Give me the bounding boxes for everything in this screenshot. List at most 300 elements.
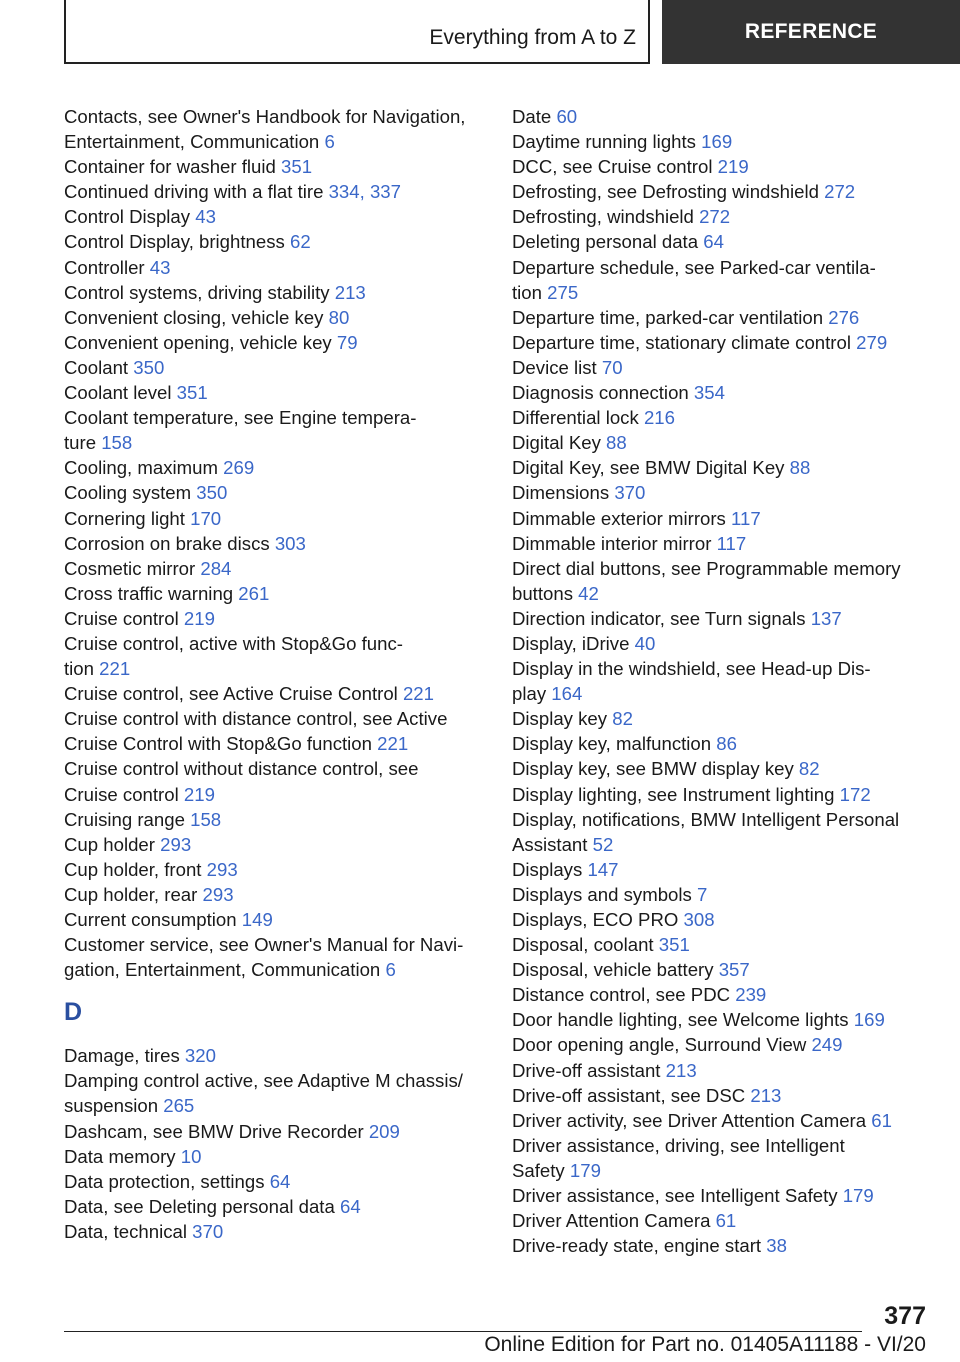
index-entry-term	[64, 932, 494, 957]
index-entry	[64, 857, 494, 882]
entry-text: Driver assistance, see Intelligent Safety	[512, 1185, 838, 1207]
entry-text: Entertainment, Communication	[64, 131, 320, 153]
index-entry	[64, 305, 494, 330]
page-reference-link[interactable]: 137	[810, 607, 842, 629]
page-reference-link[interactable]: 370	[192, 1220, 224, 1242]
index-column-left	[64, 104, 494, 1244]
entry-text: Driver Attention Camera	[512, 1210, 711, 1232]
index-entry-term	[512, 179, 922, 204]
index-entry	[512, 305, 922, 330]
entry-text: Digital Key, see BMW Digital Key	[512, 457, 785, 479]
index-entry-term	[64, 104, 494, 129]
entry-text: Control Display, brightness	[64, 231, 285, 253]
footer-rule	[64, 1331, 862, 1332]
entry-text: Safety	[512, 1159, 565, 1181]
page-reference-link[interactable]: 272	[824, 181, 856, 203]
index-entry-term	[512, 706, 922, 731]
entry-text: Customer service, see Owner's Manual for Navi-	[64, 934, 464, 956]
index-entry-continuation	[64, 957, 494, 982]
index-entry-term	[64, 204, 494, 229]
section-letter-d: D	[64, 998, 83, 1027]
page-reference-link[interactable]: 169	[853, 1009, 885, 1031]
section-tab: REFERENCE	[662, 0, 960, 64]
page-reference-link[interactable]: 7	[696, 883, 708, 905]
entry-text: Control Display	[64, 206, 191, 228]
entry-text: Data protection, settings	[64, 1170, 265, 1192]
entry-text: Driver activity, see Driver Attention Camera	[512, 1109, 867, 1131]
page-reference-link[interactable]: 86	[716, 733, 737, 755]
page-reference-link[interactable]: 209	[368, 1120, 400, 1142]
entry-text: Device list	[512, 356, 597, 378]
page-reference-link[interactable]: 334, 337	[328, 181, 401, 203]
entry-text: suspension	[64, 1095, 159, 1117]
page-reference-link[interactable]: 40	[634, 632, 656, 654]
index-entry	[64, 1144, 494, 1169]
index-entry-term	[64, 1144, 494, 1169]
footer-edition: Online Edition for Part no. 01405A11188 - VI/20	[484, 1333, 926, 1356]
entry-text: Convenient closing, vehicle key	[64, 306, 324, 328]
index-entry	[512, 1108, 922, 1133]
index-entry-term	[64, 480, 494, 505]
page-reference-link[interactable]: 10	[180, 1145, 202, 1167]
page-reference-link[interactable]: 219	[183, 783, 215, 805]
page-reference-link[interactable]: 80	[328, 306, 350, 328]
index-entry	[512, 455, 922, 480]
page-reference-link[interactable]: 158	[190, 808, 222, 830]
entry-text: Controller	[64, 256, 145, 278]
index-entry-term	[512, 731, 922, 756]
index-entry-term	[512, 430, 922, 455]
index-entry	[512, 1032, 922, 1057]
index-entry	[64, 1194, 494, 1219]
index-entry	[64, 706, 494, 756]
page-reference-link[interactable]: 351	[281, 156, 313, 178]
entry-text: Display key, malfunction	[512, 733, 712, 755]
entry-text: Cup holder	[64, 833, 155, 855]
index-entry	[64, 556, 494, 581]
page-reference-link[interactable]: 357	[718, 959, 750, 981]
index-entry	[64, 255, 494, 280]
index-entry-continuation	[512, 1158, 922, 1183]
index-entry-continuation	[64, 782, 494, 807]
index-entry	[512, 782, 922, 807]
index-entry	[64, 531, 494, 556]
page-reference-link[interactable]: 275	[547, 281, 579, 303]
entry-text: Direction indicator, see Turn signals	[512, 607, 806, 629]
entry-text: Cup holder, rear	[64, 883, 198, 905]
index-entry-term	[512, 756, 922, 781]
index-entry-term	[512, 656, 922, 681]
index-entry-term	[64, 1119, 494, 1144]
page-reference-link[interactable]: 239	[735, 984, 767, 1006]
index-entry-term	[64, 807, 494, 832]
entry-text: Driver assistance, driving, see Intelligent	[512, 1134, 845, 1156]
page-reference-link[interactable]: 60	[556, 106, 578, 127]
page-reference-link[interactable]: 213	[334, 281, 366, 303]
page-reference-link[interactable]: 221	[99, 658, 131, 680]
index-entry-term	[512, 1007, 922, 1032]
entry-text: Display, iDrive	[512, 632, 630, 654]
entry-text: Direct dial buttons, see Programmable memory	[512, 557, 901, 579]
index-entry	[512, 982, 922, 1007]
page-reference-link[interactable]: 88	[606, 432, 627, 454]
entry-text: Cornering light	[64, 507, 185, 529]
entry-text: Daytime running lights	[512, 131, 696, 153]
page-reference-link[interactable]: 62	[289, 231, 311, 253]
index-entry	[64, 882, 494, 907]
index-entry	[512, 1208, 922, 1233]
entry-text: Cruise control	[64, 607, 179, 629]
index-entry	[512, 255, 922, 305]
index-entry-term	[64, 681, 494, 706]
index-entry	[512, 154, 922, 179]
index-entry-term	[64, 355, 494, 380]
index-entry-term	[512, 1108, 922, 1133]
index-list-d-left	[64, 1043, 494, 1244]
index-entry	[64, 1169, 494, 1194]
entry-text: Current consumption	[64, 909, 237, 930]
entry-text: Disposal, vehicle battery	[512, 959, 714, 981]
entry-text: Convenient opening, vehicle key	[64, 331, 332, 353]
entry-text: Data, see Deleting personal data	[64, 1195, 335, 1217]
index-entry-term	[64, 857, 494, 882]
page-reference-link[interactable]: 261	[238, 582, 270, 604]
index-entry-term	[512, 355, 922, 380]
index-entry	[64, 807, 494, 832]
entry-text: play	[512, 683, 547, 705]
index-entry	[64, 405, 494, 455]
page-reference-link[interactable]: 351	[176, 382, 208, 404]
index-entry	[512, 430, 922, 455]
page-reference-link[interactable]: 164	[551, 683, 583, 705]
entry-text: Display, notifications, BMW Intelligent Personal	[512, 808, 900, 830]
index-entry-term	[64, 506, 494, 531]
index-entry-continuation	[512, 681, 922, 706]
page-reference-link[interactable]: 276	[828, 306, 860, 328]
index-entry-continuation	[512, 581, 922, 606]
entry-text: Control systems, driving stability	[64, 281, 330, 303]
entry-text: Defrosting, see Defrosting windshield	[512, 181, 819, 203]
index-entry	[64, 832, 494, 857]
entry-text: Coolant temperature, see Engine tempera-	[64, 407, 417, 429]
page-reference-link[interactable]: 42	[578, 582, 599, 604]
entry-text: Cosmetic mirror	[64, 557, 196, 579]
entry-text: Deleting personal data	[512, 231, 699, 253]
index-entry	[512, 330, 922, 355]
page-reference-link[interactable]: 293	[202, 883, 234, 905]
page-reference-link[interactable]: 213	[665, 1059, 697, 1081]
entry-text: Coolant	[64, 356, 129, 378]
page-reference-link[interactable]: 179	[842, 1185, 874, 1207]
index-entry-term	[512, 330, 922, 355]
entry-text: Dimmable interior mirror	[512, 532, 712, 554]
index-column-right	[512, 104, 922, 1258]
page-reference-link[interactable]: 117	[716, 532, 747, 554]
page-reference-link[interactable]: 79	[336, 331, 358, 353]
index-entry-term	[64, 1219, 494, 1244]
entry-text: Drive-off assistant	[512, 1059, 661, 1081]
index-entry-term	[512, 455, 922, 480]
index-list-d-right	[512, 104, 922, 1258]
index-entry-continuation	[64, 430, 494, 455]
index-entry-term	[512, 857, 922, 882]
page-reference-link[interactable]: 6	[385, 959, 396, 981]
page-reference-link[interactable]: 38	[766, 1235, 787, 1257]
page-reference-link[interactable]: 284	[200, 557, 232, 579]
index-entry-term	[512, 506, 922, 531]
index-entry	[64, 280, 494, 305]
entry-text: buttons	[512, 582, 573, 604]
index-entry	[64, 1068, 494, 1118]
index-list-c	[64, 104, 494, 982]
index-entry	[512, 882, 922, 907]
index-entry	[64, 380, 494, 405]
index-entry	[512, 556, 922, 606]
index-entry-term	[512, 1032, 922, 1057]
page-reference-link[interactable]: 370	[614, 482, 646, 504]
index-entry	[64, 179, 494, 204]
index-entry	[64, 756, 494, 806]
index-entry-term	[512, 1233, 922, 1258]
entry-text: Display lighting, see Instrument lighting	[512, 783, 835, 805]
index-entry-term	[64, 531, 494, 556]
entry-text: Display key	[512, 708, 608, 730]
entry-text: Distance control, see PDC	[512, 984, 731, 1006]
index-entry	[512, 506, 922, 531]
entry-text: Drive-ready state, engine start	[512, 1235, 762, 1257]
index-entry	[512, 104, 922, 129]
entry-text: Cruise control without distance control, see	[64, 758, 419, 780]
index-entry-term	[64, 606, 494, 631]
entry-text: Displays	[512, 858, 583, 880]
index-entry	[512, 480, 922, 505]
index-entry-term	[512, 1133, 922, 1158]
page-reference-link[interactable]: 249	[811, 1034, 843, 1056]
index-entry-term	[512, 1083, 922, 1108]
page-reference-link[interactable]: 82	[612, 708, 633, 730]
index-entry	[64, 606, 494, 631]
entry-text: Cross traffic warning	[64, 582, 234, 604]
page-reference-link[interactable]: 213	[750, 1084, 782, 1106]
entry-text: Displays and symbols	[512, 883, 692, 905]
entry-text: gation, Entertainment, Communication	[64, 959, 381, 981]
page-reference-link[interactable]: 216	[643, 407, 675, 429]
entry-text: Assistant	[512, 833, 588, 855]
index-entry	[64, 932, 494, 982]
page-reference-link[interactable]: 88	[789, 457, 811, 479]
index-entry	[512, 1233, 922, 1258]
index-entry-term	[64, 229, 494, 254]
index-entry	[64, 229, 494, 254]
entry-text: Door handle lighting, see Welcome lights	[512, 1009, 849, 1031]
page-reference-link[interactable]: 354	[693, 382, 725, 404]
entry-text: tion	[64, 658, 94, 680]
index-entry-term	[64, 631, 494, 656]
header-bottom-rule	[64, 62, 650, 64]
index-entry	[64, 330, 494, 355]
index-entry-term	[64, 556, 494, 581]
page-reference-link[interactable]: 52	[592, 833, 614, 855]
index-entry	[512, 907, 922, 932]
page-reference-link[interactable]: 82	[798, 758, 820, 780]
index-entry	[512, 606, 922, 631]
index-entry	[512, 957, 922, 982]
index-entry-term	[512, 932, 922, 957]
entry-text: Defrosting, windshield	[512, 206, 694, 228]
entry-text: Differential lock	[512, 407, 639, 429]
index-entry	[64, 204, 494, 229]
page-reference-link[interactable]: 61	[715, 1210, 737, 1232]
page-reference-link[interactable]: 70	[601, 356, 623, 378]
index-entry-term	[512, 1058, 922, 1083]
index-entry	[64, 907, 494, 932]
index-entry	[512, 932, 922, 957]
header-left-rule	[64, 0, 66, 64]
page-reference-link[interactable]: 221	[402, 683, 434, 705]
page-reference-link[interactable]: 308	[683, 909, 715, 930]
index-entry-term	[512, 204, 922, 229]
page-reference-link[interactable]: 221	[377, 733, 409, 755]
index-entry	[64, 1219, 494, 1244]
entry-text: Data, technical	[64, 1220, 187, 1242]
entry-text: Display key, see BMW display key	[512, 758, 794, 780]
page-reference-link[interactable]: 293	[206, 858, 238, 880]
index-entry	[64, 581, 494, 606]
entry-text: Cruise control with distance control, see Active	[64, 708, 448, 730]
page-reference-link[interactable]: 64	[340, 1195, 361, 1217]
page-number: 377	[884, 1302, 926, 1330]
page-reference-link[interactable]: 279	[856, 331, 888, 353]
index-entry	[64, 154, 494, 179]
page-reference-link[interactable]: 179	[569, 1159, 601, 1181]
page-reference-link[interactable]: 351	[658, 934, 690, 956]
page-reference-link[interactable]: 43	[195, 206, 216, 228]
index-entry-term	[512, 556, 922, 581]
index-entry	[512, 531, 922, 556]
index-entry-term	[512, 907, 922, 932]
index-entry-term	[512, 480, 922, 505]
index-entry	[512, 204, 922, 229]
page-reference-link[interactable]: 6	[324, 131, 335, 153]
index-entry	[512, 1083, 922, 1108]
entry-text: Disposal, coolant	[512, 934, 654, 956]
page-reference-link[interactable]: 320	[184, 1045, 216, 1067]
index-entry-term	[512, 154, 922, 179]
index-entry	[512, 631, 922, 656]
index-entry	[64, 1043, 494, 1068]
index-entry-term	[64, 832, 494, 857]
index-entry-term	[512, 1183, 922, 1208]
index-entry	[512, 731, 922, 756]
entry-text: Departure time, stationary climate control	[512, 331, 851, 353]
page-reference-link[interactable]: 219	[183, 607, 215, 629]
index-entry-continuation	[64, 731, 494, 756]
index-entry	[512, 706, 922, 731]
entry-text: Dimmable exterior mirrors	[512, 507, 726, 529]
index-entry-term	[64, 455, 494, 480]
index-entry	[512, 129, 922, 154]
entry-text: Door opening angle, Surround View	[512, 1034, 807, 1056]
page-reference-link[interactable]: 64	[703, 231, 724, 253]
index-entry-continuation	[512, 280, 922, 305]
index-entry-term	[64, 330, 494, 355]
entry-text: Drive-off assistant, see DSC	[512, 1084, 746, 1106]
page-reference-link[interactable]: 61	[871, 1109, 892, 1131]
index-entry-term	[512, 882, 922, 907]
index-entry-term	[512, 255, 922, 280]
index-entry-term	[512, 982, 922, 1007]
page-reference-link[interactable]: 272	[699, 206, 731, 228]
page-reference-link[interactable]: 350	[196, 482, 228, 504]
index-entry-term	[512, 782, 922, 807]
page-reference-link[interactable]: 269	[223, 457, 255, 479]
index-entry	[512, 179, 922, 204]
page-reference-link[interactable]: 170	[190, 507, 222, 529]
index-entry-term	[64, 882, 494, 907]
index-entry	[64, 631, 494, 681]
entry-text: Damage, tires	[64, 1045, 180, 1067]
index-entry	[512, 1183, 922, 1208]
index-entry	[64, 506, 494, 531]
entry-text: Cruise control	[64, 783, 179, 805]
entry-text: Display in the windshield, see Head-up Dis-	[512, 658, 871, 680]
entry-text: Cup holder, front	[64, 858, 202, 880]
page-reference-link[interactable]: 265	[163, 1095, 195, 1117]
index-entry-term	[64, 907, 494, 932]
page-reference-link[interactable]: 158	[101, 432, 133, 454]
entry-text: Diagnosis connection	[512, 382, 689, 404]
index-entry	[512, 656, 922, 706]
entry-text: Continued driving with a flat tire	[64, 181, 324, 203]
page-reference-link[interactable]: 169	[701, 131, 733, 153]
entry-text: Displays, ECO PRO	[512, 909, 679, 930]
page-reference-link[interactable]: 219	[717, 156, 749, 178]
entry-text: Departure time, parked-car ventilation	[512, 306, 824, 328]
page-reference-link[interactable]: 149	[241, 909, 273, 930]
entry-text: tion	[512, 281, 542, 303]
index-entry	[512, 857, 922, 882]
page-reference-link[interactable]: 172	[839, 783, 871, 805]
entry-text: Cruising range	[64, 808, 185, 830]
index-entry-term	[512, 1208, 922, 1233]
page-reference-link[interactable]: 117	[731, 507, 761, 529]
index-entry-term	[64, 1068, 494, 1093]
index-entry-term	[64, 179, 494, 204]
page-reference-link[interactable]: 64	[269, 1170, 291, 1192]
page-reference-link[interactable]: 293	[160, 833, 192, 855]
entry-text: DCC, see Cruise control	[512, 156, 713, 178]
page-reference-link[interactable]: 43	[149, 256, 171, 278]
index-entry-term	[64, 1169, 494, 1194]
page-reference-link[interactable]: 303	[274, 532, 306, 554]
index-entry-term	[64, 756, 494, 781]
entry-text: Digital Key	[512, 432, 601, 454]
index-entry	[512, 807, 922, 857]
page-reference-link[interactable]: 147	[587, 858, 619, 880]
entry-text: Date	[512, 106, 552, 127]
index-entry	[512, 1007, 922, 1032]
entry-text: Dashcam, see BMW Drive Recorder	[64, 1120, 364, 1142]
index-entry-term	[64, 280, 494, 305]
index-entry	[64, 1119, 494, 1144]
entry-text: Corrosion on brake discs	[64, 532, 270, 554]
index-entry-term	[512, 531, 922, 556]
entry-text: Departure schedule, see Parked-car ventila-	[512, 256, 876, 278]
index-entry	[64, 104, 494, 154]
index-entry-term	[64, 405, 494, 430]
page-reference-link[interactable]: 350	[133, 356, 165, 378]
index-entry-term	[64, 706, 494, 731]
